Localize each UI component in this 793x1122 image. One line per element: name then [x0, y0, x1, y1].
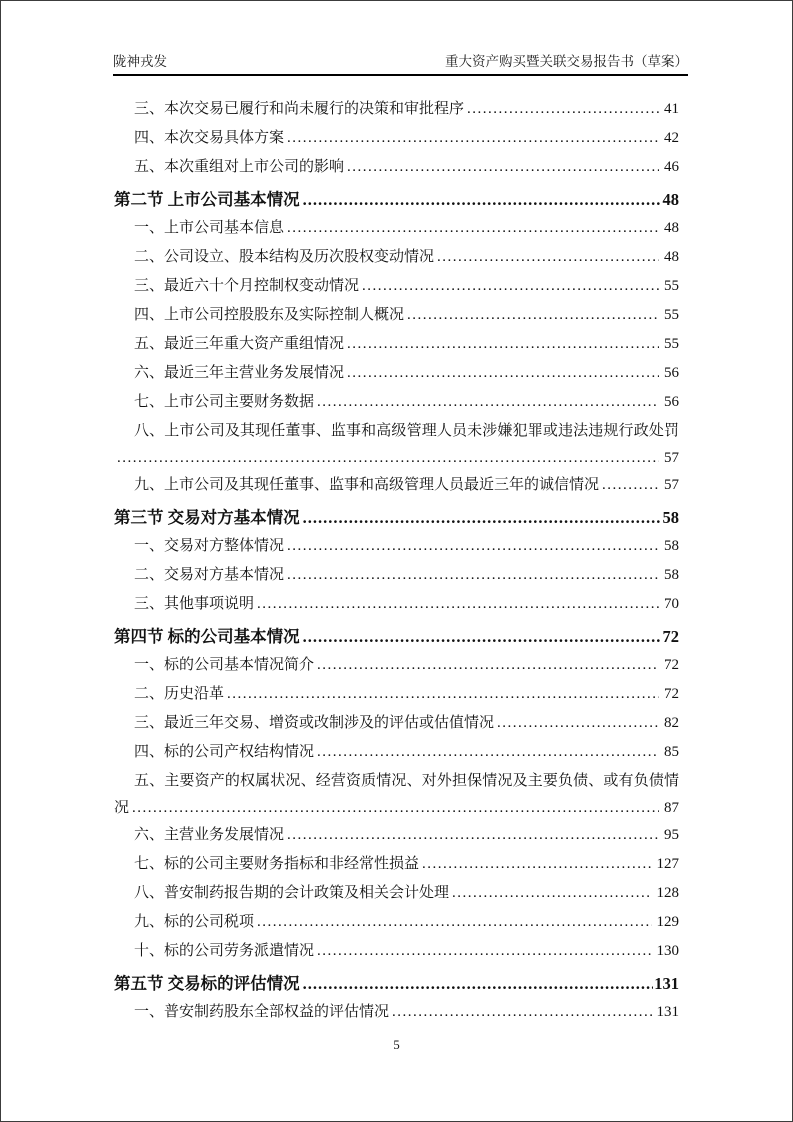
toc-leader-dots — [497, 709, 659, 738]
toc-leader-dots — [317, 738, 659, 767]
toc-entry-text: 一、交易对方整体情况 — [134, 538, 285, 554]
toc-leader-dots — [422, 850, 651, 879]
toc-entry — [134, 124, 679, 153]
toc-page-number: 58 — [662, 508, 679, 527]
toc-entry-text: 一、上市公司基本信息 — [134, 220, 285, 236]
toc-entry-text: 四、本次交易具体方案 — [134, 130, 285, 146]
toc-entry — [134, 998, 679, 1027]
toc-entry-text: 三、最近六十个月控制权变动情况 — [134, 278, 360, 294]
toc-entry-continuation — [114, 446, 679, 471]
toc-entry — [134, 301, 679, 330]
toc-entry-text: 四、标的公司产权结构情况 — [134, 744, 315, 760]
toc-leader-dots — [303, 185, 662, 214]
toc-entry-text: 四、上市公司控股股东及实际控制人概况 — [134, 307, 405, 323]
toc-entry — [134, 590, 679, 619]
toc-entry-text: 八、普安制药报告期的会计政策及相关会计处理 — [134, 885, 450, 901]
header-company-name: 陇神戎发 — [113, 54, 167, 69]
toc-entry-text: 九、标的公司税项 — [134, 914, 255, 930]
toc-leader-dots — [227, 680, 659, 709]
toc-entry — [134, 738, 679, 767]
toc-leader-dots — [317, 937, 651, 966]
toc-entry-text: 七、标的公司主要财务指标和非经常性损益 — [134, 856, 420, 872]
toc-entry-text: 九、上市公司及其现任董事、监事和高级管理人员最近三年的诚信情况 — [134, 477, 600, 493]
toc-entry-text: 况 — [114, 800, 130, 816]
toc-entry-text: 一、普安制药股东全部权益的评估情况 — [134, 1004, 390, 1020]
toc-entry-continuation — [114, 796, 679, 821]
toc-leader-dots — [287, 124, 659, 153]
toc-page-number: 82 — [664, 715, 679, 731]
toc-page-number: 58 — [664, 538, 679, 554]
toc-leader-dots — [287, 532, 659, 561]
toc-page-number: 55 — [664, 336, 679, 352]
toc-page-number: 48 — [664, 249, 679, 265]
toc-page-number: 72 — [662, 627, 679, 646]
toc-page-number: 42 — [664, 130, 679, 146]
toc-entry — [114, 969, 679, 998]
toc-leader-dots — [303, 969, 654, 998]
toc-entry-text: 六、最近三年主营业务发展情况 — [134, 365, 345, 381]
toc-entry — [114, 503, 679, 532]
toc-leader-dots — [347, 359, 659, 388]
toc-leader-dots — [303, 622, 662, 651]
toc-leader-dots — [257, 590, 659, 619]
toc-leader-dots — [287, 561, 659, 590]
toc-entry-text: 第五节 交易标的评估情况 — [114, 974, 300, 993]
toc-entry-text: 一、标的公司基本情况简介 — [134, 657, 315, 673]
toc-page-number: 41 — [664, 101, 679, 117]
toc-page-number: 56 — [664, 365, 679, 381]
toc-entry — [134, 821, 679, 850]
toc-leader-dots — [452, 879, 651, 908]
toc-page-number: 58 — [664, 567, 679, 583]
toc-leader-dots — [287, 214, 659, 243]
toc-page-number: 87 — [664, 800, 679, 816]
toc-page-number: 72 — [664, 686, 679, 702]
toc-leader-dots — [437, 243, 659, 272]
toc-entry — [134, 908, 679, 937]
toc-entry — [134, 214, 679, 243]
toc-entry: 八、上市公司及其现任董事、监事和高级管理人员未涉嫌犯罪或违法违规行政处罚 — [134, 423, 679, 439]
toc-entry — [134, 272, 679, 301]
toc-leader-dots — [287, 821, 659, 850]
toc-page-number: 55 — [664, 278, 679, 294]
toc-entry-text: 五、最近三年重大资产重组情况 — [134, 336, 345, 352]
toc-leader-dots — [362, 272, 659, 301]
toc-entry — [134, 388, 679, 417]
toc-entry: 五、主要资产的权属状况、经营资质情况、对外担保情况及主要负债、或有负债情 — [134, 773, 679, 789]
toc-leader-dots — [317, 388, 659, 417]
toc-entry-text: 六、主营业务发展情况 — [134, 827, 285, 843]
page-footer — [1, 1037, 792, 1053]
toc-leader-dots — [602, 471, 659, 500]
toc-entry — [134, 850, 679, 879]
toc-page-number: 72 — [664, 657, 679, 673]
toc-page-number: 130 — [656, 943, 679, 959]
toc-entry-text: 二、历史沿革 — [134, 686, 225, 702]
toc-page-number: 55 — [664, 307, 679, 323]
toc-entry-text: 十、标的公司劳务派遣情况 — [134, 943, 315, 959]
toc-page-number: 70 — [664, 596, 679, 612]
toc-leader-dots — [317, 651, 659, 680]
toc-entry-text: 三、本次交易已履行和尚未履行的决策和审批程序 — [134, 101, 465, 117]
toc-leader-dots — [407, 301, 659, 330]
toc-entry — [134, 709, 679, 738]
toc-page-number: 57 — [664, 477, 679, 493]
toc-page-number: 127 — [656, 856, 679, 872]
toc-leader-dots — [303, 503, 662, 532]
toc-entry-text: 二、公司设立、股本结构及历次股权变动情况 — [134, 249, 435, 265]
toc-page-number: 129 — [656, 914, 679, 930]
toc-entry-text: 第三节 交易对方基本情况 — [114, 508, 300, 527]
toc-entry — [134, 937, 679, 966]
toc-entry — [134, 680, 679, 709]
toc-page-number: 56 — [664, 394, 679, 410]
toc-leader-dots — [392, 998, 651, 1027]
toc-entry-text: 第四节 标的公司基本情况 — [114, 627, 300, 646]
toc-list — [114, 95, 679, 1027]
toc-entry — [134, 359, 679, 388]
toc-leader-dots — [132, 796, 659, 821]
toc-page-number: 95 — [664, 827, 679, 843]
footer-page-number: 5 — [393, 1037, 400, 1052]
toc-page-number: 85 — [664, 744, 679, 760]
toc-entry — [134, 651, 679, 680]
toc-leader-dots — [467, 95, 659, 124]
toc-leader-dots — [347, 153, 659, 182]
toc-entry — [134, 95, 679, 124]
toc-entry-text: 二、交易对方基本情况 — [134, 567, 285, 583]
toc-leader-dots — [347, 330, 659, 359]
toc-entry — [114, 622, 679, 651]
page-header — [113, 53, 688, 76]
toc-entry-text: 三、其他事项说明 — [134, 596, 255, 612]
toc-page-number: 57 — [664, 450, 679, 466]
toc-entry — [134, 243, 679, 272]
toc-entry-text: 三、最近三年交易、增资或改制涉及的评估或估值情况 — [134, 715, 495, 731]
toc-page-number: 128 — [656, 885, 679, 901]
toc-entry — [134, 879, 679, 908]
toc-leader-dots — [117, 446, 659, 471]
toc-leader-dots — [257, 908, 651, 937]
toc-page-number: 46 — [664, 159, 679, 175]
toc-entry — [114, 185, 679, 214]
toc-entry — [134, 330, 679, 359]
toc-page-number: 131 — [654, 974, 679, 993]
toc-entry — [134, 561, 679, 590]
toc-entry — [134, 532, 679, 561]
toc-page-number: 48 — [664, 220, 679, 236]
toc-page-number: 48 — [662, 190, 679, 209]
toc-entry-text: 第二节 上市公司基本情况 — [114, 190, 300, 209]
header-report-title: 重大资产购买暨关联交易报告书（草案） — [445, 54, 688, 69]
toc-entry — [134, 153, 679, 182]
toc-entry-text: 七、上市公司主要财务数据 — [134, 394, 315, 410]
toc-entry-text: 五、本次重组对上市公司的影响 — [134, 159, 345, 175]
toc-page-number: 131 — [656, 1004, 679, 1020]
toc-entry — [134, 471, 679, 500]
